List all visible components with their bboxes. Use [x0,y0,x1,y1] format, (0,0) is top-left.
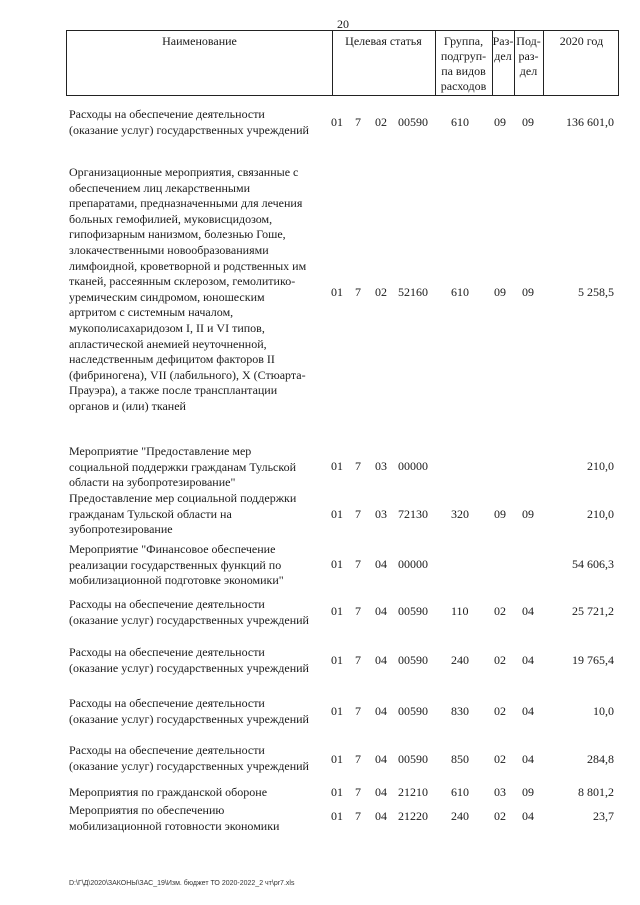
code-event: 04 [375,557,387,571]
subsection: 09 [522,507,534,521]
table-row [0,107,640,139]
code-program: 01 [331,752,343,766]
row-name: Мероприятия по гражданской обороне [69,785,268,799]
amount-2020: 10,0 [593,704,614,718]
table-row [0,785,640,801]
table-row [0,491,640,539]
file-path-footer: D:\Г\Д\2020\ЗАКОНЫ\ЗАС_19\Изм. бюджет ТО 2020-2022_2 чт\pr7.xls [69,880,295,887]
code-direction: 21220 [398,809,428,823]
section: 02 [494,604,506,618]
code-program: 01 [331,704,343,718]
table-row [0,542,640,590]
code-subprogram: 7 [355,507,361,521]
amount-2020: 23,7 [593,809,614,823]
row-name: Мероприятие "Предоставление мер социальной поддержки гражданам Тульской области на зубопротезирование" [69,444,297,490]
section: 02 [494,653,506,667]
code-direction: 21210 [398,785,428,799]
section: 03 [494,785,506,799]
subsection: 04 [522,653,534,667]
code-event: 04 [375,704,387,718]
amount-2020: 210,0 [587,459,614,473]
expense-group: 610 [451,785,469,799]
code-event: 04 [375,809,387,823]
subsection: 04 [522,752,534,766]
table-row [0,803,640,835]
code-direction: 00590 [398,604,428,618]
code-program: 01 [331,809,343,823]
amount-2020: 8 801,2 [578,785,614,799]
table-header [66,30,619,96]
table-row [0,645,640,677]
expense-group: 610 [451,115,469,129]
code-program: 01 [331,115,343,129]
row-name: Расходы на обеспечение деятельности (оказание услуг) государственных учреждений [69,696,309,726]
code-direction: 52160 [398,285,428,299]
row-name: Расходы на обеспечение деятельности (оказание услуг) государственных учреждений [69,743,309,773]
table-row [0,696,640,728]
code-subprogram: 7 [355,285,361,299]
row-name: Мероприятие "Финансовое обеспечение реализации государственных функций по мобилизационной подготовке экономики" [69,542,284,588]
section: 02 [494,752,506,766]
header-year: 2020 год [559,34,604,48]
code-event: 04 [375,604,387,618]
table-row [0,743,640,775]
code-program: 01 [331,507,343,521]
code-subprogram: 7 [355,653,361,667]
section: 09 [494,285,506,299]
code-program: 01 [331,604,343,618]
code-subprogram: 7 [355,752,361,766]
expense-group: 240 [451,653,469,667]
header-subsection: Под- раз- дел [516,34,541,78]
subsection: 04 [522,809,534,823]
row-name: Организационные мероприятия, связанные с обеспечением лиц лекарственными препаратами, предназначенными для лечения больных гемофилией, муковисцидозом, гипофизарным нанизмом, болезнью Гоше, злокачественными новообразованиями лимфоидной, кроветворной и родственных им тканей, рассеянным склерозом, гемолитико- уремическим синдромом, юношеским артритом с системным началом, мукополисахаридозом I, II и VI типов, апластической анемией неуточненной, наследственным дефицитом факторов II (фибриногена), VII (лабильного), X (Стюарта- Прауэра), а также после трансплантации органов и (или) тканей [69,165,307,413]
code-direction: 00590 [398,704,428,718]
table-row [0,444,640,492]
section: 09 [494,115,506,129]
code-program: 01 [331,285,343,299]
expense-group: 320 [451,507,469,521]
code-direction: 00000 [398,459,428,473]
subsection: 09 [522,115,534,129]
code-event: 03 [375,507,387,521]
row-name: Предоставление мер социальной поддержки гражданам Тульской области на зубопротезирование [69,491,297,537]
amount-2020: 25 721,2 [572,604,614,618]
subsection: 09 [522,285,534,299]
code-program: 01 [331,653,343,667]
amount-2020: 284,8 [587,752,614,766]
header-section: Раз- дел [492,34,514,63]
section: 02 [494,704,506,718]
code-event: 03 [375,459,387,473]
code-program: 01 [331,459,343,473]
header-name: Наименование [162,34,237,48]
code-subprogram: 7 [355,785,361,799]
amount-2020: 136 601,0 [566,115,614,129]
subsection: 04 [522,604,534,618]
subsection: 09 [522,785,534,799]
code-subprogram: 7 [355,115,361,129]
code-program: 01 [331,557,343,571]
code-subprogram: 7 [355,459,361,473]
code-program: 01 [331,785,343,799]
page-number: 20 [337,17,349,31]
code-direction: 00590 [398,653,428,667]
row-name: Расходы на обеспечение деятельности (оказание услуг) государственных учреждений [69,107,309,137]
code-event: 04 [375,752,387,766]
code-event: 04 [375,653,387,667]
code-direction: 72130 [398,507,428,521]
row-name: Расходы на обеспечение деятельности (оказание услуг) государственных учреждений [69,645,309,675]
expense-group: 850 [451,752,469,766]
amount-2020: 210,0 [587,507,614,521]
subsection: 04 [522,704,534,718]
code-event: 02 [375,285,387,299]
code-direction: 00000 [398,557,428,571]
section: 09 [494,507,506,521]
header-target-article: Целевая статья [345,34,422,48]
row-name: Расходы на обеспечение деятельности (оказание услуг) государственных учреждений [69,597,309,627]
code-subprogram: 7 [355,557,361,571]
section: 02 [494,809,506,823]
row-name: Мероприятия по обеспечению мобилизационной готовности экономики [69,803,280,833]
amount-2020: 54 606,3 [572,557,614,571]
expense-group: 240 [451,809,469,823]
header-expense-group: Группа, подгруп- па видов расходов [440,34,487,93]
code-direction: 00590 [398,752,428,766]
table-row [0,165,640,415]
expense-group: 610 [451,285,469,299]
code-subprogram: 7 [355,704,361,718]
code-subprogram: 7 [355,809,361,823]
code-subprogram: 7 [355,604,361,618]
expense-group: 110 [451,604,469,618]
table-row [0,597,640,629]
code-event: 02 [375,115,387,129]
amount-2020: 5 258,5 [578,285,614,299]
amount-2020: 19 765,4 [572,653,614,667]
code-direction: 00590 [398,115,428,129]
expense-group: 830 [451,704,469,718]
code-event: 04 [375,785,387,799]
